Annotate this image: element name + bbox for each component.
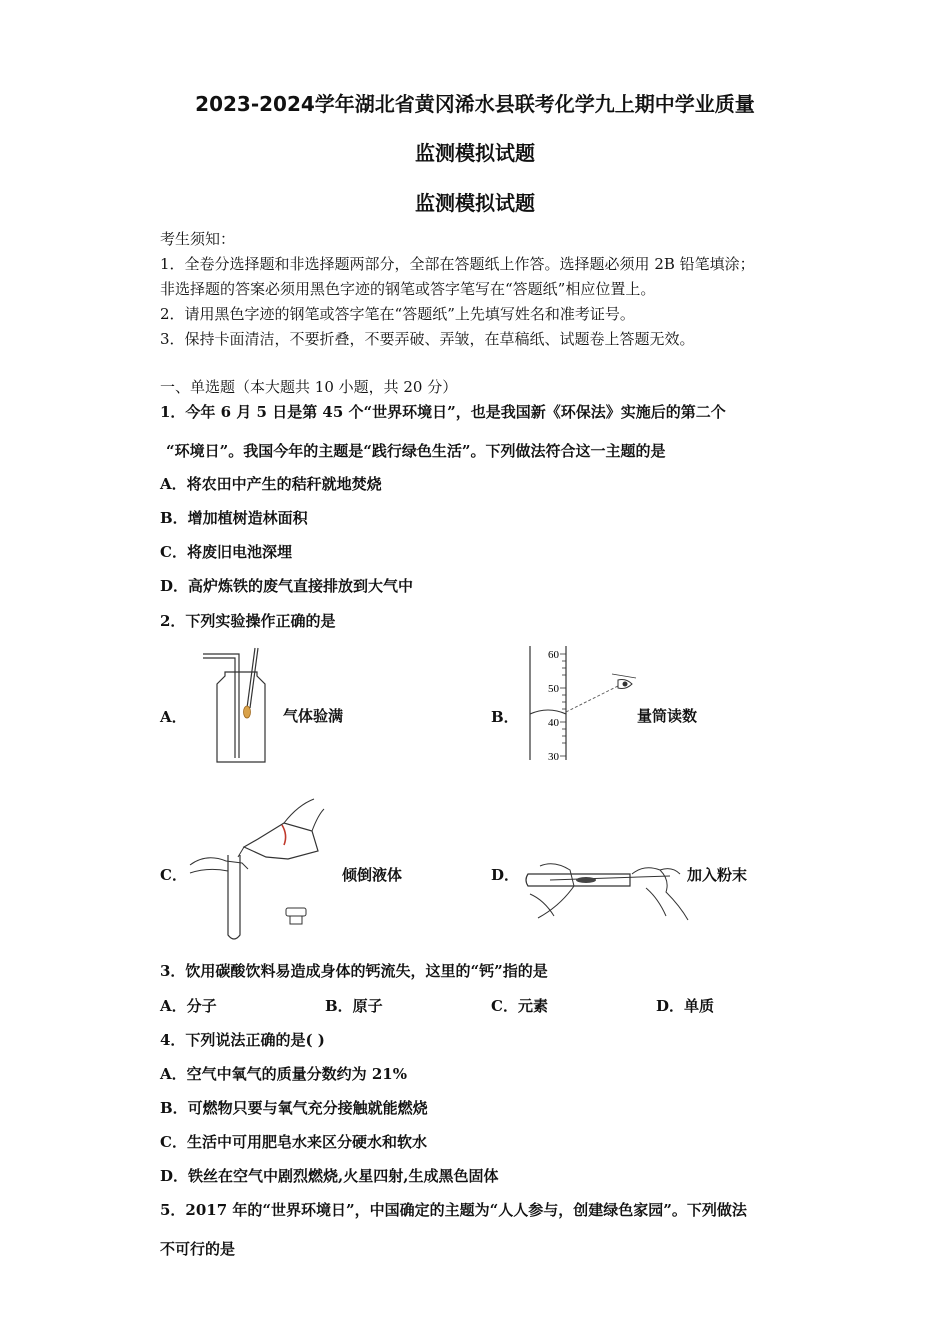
- question-1-stem: 1．今年 6 月 5 日是第 45 个“世界环境日”，也是我国新《环保法》实施后的第二个: [160, 403, 726, 421]
- cylinder-tick-label: 60: [548, 649, 559, 661]
- question-3-option-a: A．分子: [160, 997, 217, 1015]
- question-2-option-c-label: C．: [160, 866, 187, 884]
- question-1-option-a: A．将农田中产生的秸秆就地焚烧: [160, 475, 382, 493]
- question-5-stem-cont: 不可行的是: [160, 1240, 236, 1258]
- question-2-option-a-caption: 气体验满: [283, 707, 344, 725]
- page-title-line3: 监测模拟试题: [415, 191, 535, 215]
- question-1-option-b: B．增加植树造林面积: [160, 509, 308, 527]
- page-title-line1: 2023-2024学年湖北省黄冈浠水县联考化学九上期中学业质量: [195, 92, 755, 116]
- question-1-option-d: D．高炉炼铁的废气直接排放到大气中: [160, 577, 414, 595]
- question-2-option-b-caption: 量筒读数: [637, 707, 698, 725]
- cylinder-tick-label: 50: [548, 683, 559, 695]
- question-2-option-c-caption: 倾倒液体: [342, 866, 403, 884]
- question-4-option-a: A．空气中氧气的质量分数约为 21%: [160, 1065, 407, 1083]
- cylinder-tick-label: 30: [548, 751, 559, 763]
- question-3-option-c: C．元素: [491, 997, 548, 1015]
- gas-bottle-figure: [195, 646, 275, 766]
- page-title-line2: 监测模拟试题: [415, 141, 535, 165]
- question-1-stem-cont: “环境日”。我国今年的主题是“践行绿色生活”。下列做法符合这一主题的是: [166, 442, 666, 460]
- question-5-stem: 5．2017 年的“世界环境日”，中国确定的主题为“人人参与，创建绿色家园”。下列做法: [160, 1201, 747, 1219]
- section-heading: 一、单选题（本大题共 10 小题，共 20 分）: [160, 378, 458, 396]
- question-4-option-c: C．生活中可用肥皂水来区分硬水和软水: [160, 1133, 427, 1151]
- question-3-option-b: B．原子: [325, 997, 383, 1015]
- notice-item: 2．请用黑色字迹的钢笔或答字笔在“答题纸”上先填写姓名和准考证号。: [160, 305, 635, 323]
- notice-item: 3．保持卡面清洁，不要折叠，不要弄破、弄皱，在草稿纸、试题卷上答题无效。: [160, 330, 695, 348]
- question-2-option-b-label: B．: [491, 708, 519, 726]
- question-4-option-b: B．可燃物只要与氧气充分接触就能燃烧: [160, 1099, 428, 1117]
- notice-item: 1．全卷分选择题和非选择题两部分，全部在答题纸上作答。选择题必须用 2B 铅笔填涂；: [160, 255, 755, 273]
- question-2-stem: 2．下列实验操作正确的是: [160, 612, 336, 630]
- question-2-option-d-label: D．: [491, 866, 520, 884]
- question-4-stem: 4．下列说法正确的是( ): [160, 1031, 325, 1049]
- question-2-option-a-label: A．: [160, 708, 187, 726]
- pouring-liquid-figure: [188, 795, 328, 945]
- cylinder-tick-label: 40: [548, 717, 559, 729]
- adding-powder-figure: [520, 846, 695, 926]
- question-1-option-c: C．将废旧电池深埋: [160, 543, 292, 561]
- question-4-option-d: D．铁丝在空气中剧烈燃烧,火星四射,生成黑色固体: [160, 1167, 499, 1185]
- question-3-stem: 3．饮用碳酸饮料易造成身体的钙流失，这里的“钙”指的是: [160, 962, 548, 980]
- notice-heading: 考生须知：: [160, 230, 236, 248]
- question-2-option-d-caption: 加入粉末: [687, 866, 748, 884]
- cylinder-figure: [520, 644, 650, 764]
- question-3-option-d: D．单质: [656, 997, 715, 1015]
- notice-item: 非选择题的答案必须用黑色字迹的钢笔或答字笔写在“答题纸”相应位置上。: [160, 280, 656, 298]
